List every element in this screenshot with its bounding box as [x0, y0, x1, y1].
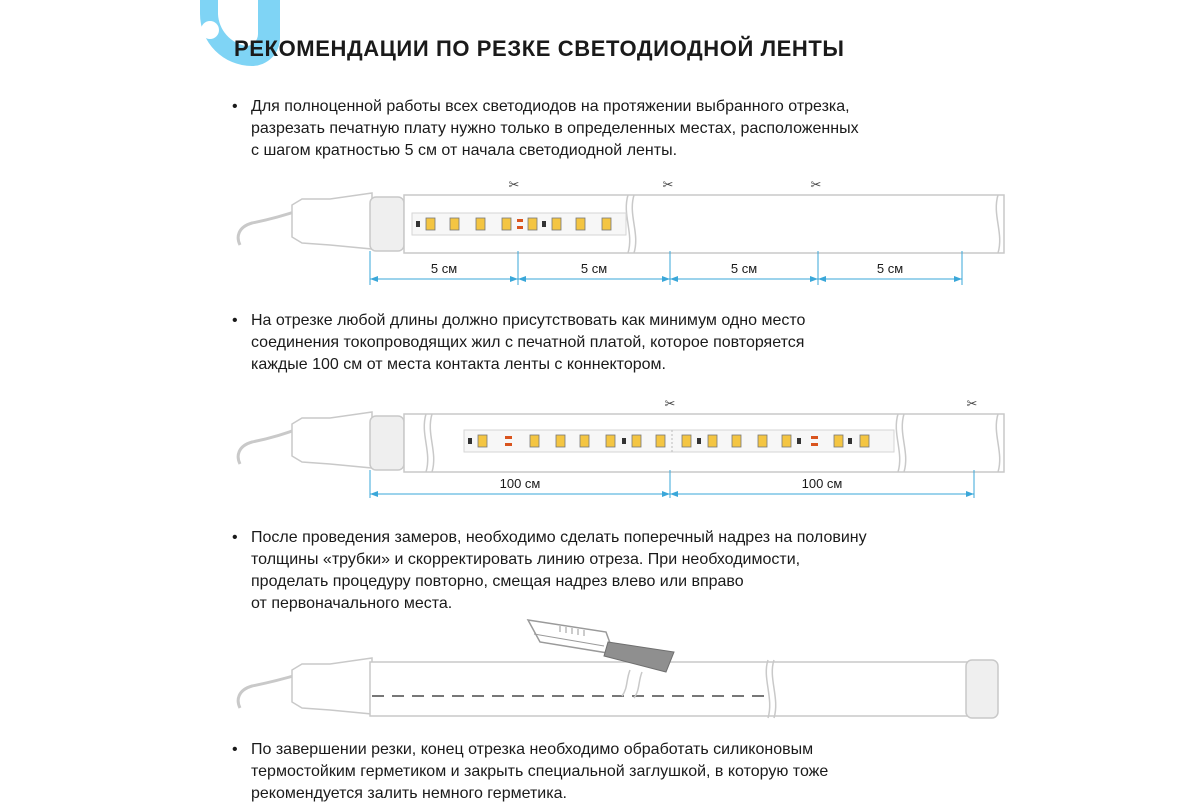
instruction-text-3: После проведения замеров, необходимо сделать поперечный надрез на половину толщины «трубки» и скорректировать линию отреза. При необходимости, проделать процедуру повторно, смещая надрез влево или вправо от первоначального места. — [251, 529, 867, 612]
diagram-contact-every-100cm — [0, 388, 1200, 498]
instruction-text-1: Для полноценной работы всех светодиодов на протяжении выбранного отрезка, разрезать печатную плату нужно только в определенных местах, расположенных с шагом кратностью 5 см от начала светодиодной ленты. — [251, 98, 859, 159]
segment-length-label: 5 см — [430, 261, 458, 276]
bullet-marker: • — [232, 741, 238, 758]
instruction-item-4 — [232, 739, 1012, 805]
segment-length-label: 100 см — [801, 476, 843, 491]
bullet-marker: • — [232, 98, 238, 115]
instruction-item-3 — [232, 527, 1012, 615]
page-title: РЕКОМЕНДАЦИИ ПО РЕЗКЕ СВЕТОДИОДНОЙ ЛЕНТЫ — [234, 36, 845, 61]
instruction-item-2 — [232, 310, 1012, 376]
scissors-icon: ✂ — [662, 178, 674, 193]
scissors-icon: ✂ — [810, 178, 822, 193]
instruction-item-1 — [232, 96, 1012, 162]
instruction-text-4: По завершении резки, конец отрезка необходимо обработать силиконовым термостойким герметиком и закрыть специальной заглушкой, в которую тоже рекомендуется залить немного герметика. — [251, 741, 829, 802]
scissors-icon: ✂ — [966, 397, 978, 412]
scissors-icon: ✂ — [664, 397, 676, 412]
segment-length-label: 5 см — [730, 261, 758, 276]
segment-length-label: 5 см — [876, 261, 904, 276]
diagram-cut-every-5cm — [0, 175, 1200, 285]
diagram-knife-incision — [0, 612, 1200, 732]
bullet-marker: • — [232, 312, 238, 329]
bullet-marker: • — [232, 529, 238, 546]
scissors-icon: ✂ — [508, 178, 520, 193]
segment-length-label: 5 см — [580, 261, 608, 276]
segment-length-label: 100 см — [499, 476, 541, 491]
instruction-text-2: На отрезке любой длины должно присутствовать как минимум одно место соединения токопроводящих жил с печатной платой, которое повторяется каждые 100 см от места контакта ленты с коннектором. — [251, 312, 806, 373]
